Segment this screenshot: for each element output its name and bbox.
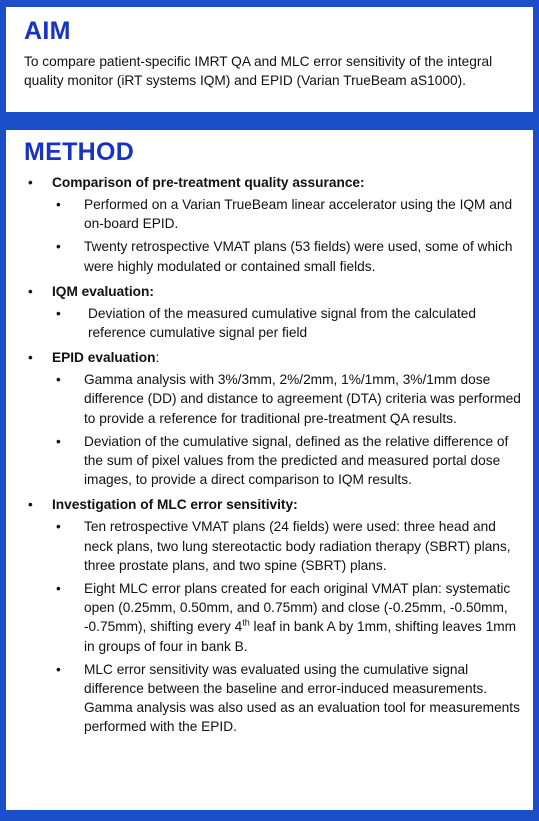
list-item-text: Deviation of the cumulative signal, defined as the relative difference of the sum of pixel values from the predicted and measured portal dose images, to provide a direct comparison to IQM results.	[84, 433, 509, 488]
method-list	[24, 173, 523, 737]
list-item-text-part: Eight MLC error plans created for each original VMAT plan: systematic open (0.25mm, 0.50mm, and 0.75mm) and close (-0.25mm, -0.50mm, -0.75mm), shifting every 4	[84, 581, 511, 635]
method-section-iqm	[24, 282, 523, 342]
aim-text: To compare patient-specific IMRT QA and MLC error sensitivity of the integral quality monitor (iRT systems IQM) and EPID (Varian TrueBeam aS1000).	[24, 54, 493, 88]
list-item-text: MLC error sensitivity was evaluated using the cumulative signal difference between the baseline and error-induced measurements. Gamma analysis was also used as an evaluation tool for measurements performed with the EPID.	[84, 661, 520, 735]
aim-panel	[6, 7, 533, 112]
list-item	[52, 517, 523, 575]
bullet: •	[56, 433, 61, 449]
section-title-rest: :	[155, 350, 160, 366]
bullet: •	[56, 372, 61, 388]
method-section-mlc	[24, 495, 523, 736]
list-item-text: Performed on a Varian TrueBeam linear accelerator using the IQM and on-board EPID.	[84, 197, 513, 232]
list-item	[52, 195, 523, 233]
bullet: •	[28, 497, 33, 513]
list-item-text: Twenty retrospective VMAT plans (53 fields) were used, some of which were highly modulated or contained small fields.	[84, 239, 513, 274]
method-heading: METHOD	[24, 138, 135, 166]
list-item	[52, 579, 523, 656]
aim-heading: AIM	[24, 17, 71, 45]
bullet: •	[56, 661, 61, 677]
method-section-qa	[24, 173, 523, 276]
bullet: •	[56, 581, 61, 597]
bullet: •	[28, 175, 33, 190]
superscript-ordinal: th	[242, 617, 250, 628]
bullet: •	[56, 305, 61, 321]
list-item-text: Deviation of the measured cumulative signal from the calculated reference cumulative signal per field	[88, 305, 477, 341]
section-title: EPID evaluation	[52, 350, 156, 366]
section-title: IQM evaluation:	[52, 283, 154, 299]
bullet: •	[56, 197, 61, 212]
bullet: •	[28, 350, 33, 366]
method-panel	[6, 130, 533, 810]
bullet: •	[56, 519, 61, 535]
section-title: Comparison of pre-treatment quality assurance:	[52, 175, 365, 190]
list-item	[52, 660, 523, 737]
bullet: •	[28, 283, 33, 299]
list-item-text: Gamma analysis with 3%/3mm, 2%/2mm, 1%/1mm, 3%/1mm dose difference (DD) and distance to agreement (DTA) criteria was performed to provide a reference for traditional pre-treatment QA results.	[84, 372, 521, 426]
list-item	[52, 237, 523, 275]
list-item	[52, 304, 523, 342]
method-section-epid	[24, 348, 523, 489]
list-item-text	[84, 581, 516, 654]
list-item-text: Ten retrospective VMAT plans (24 fields) were used: three head and neck plans, two lung stereotactic body radiation therapy (SBRT) plans, three prostate plans, and two spine (SBRT) plans.	[84, 519, 511, 573]
list-item	[52, 370, 523, 428]
list-item-text-part: leaf in bank A by 1mm, shifting leaves 1mm in groups of four in bank B.	[84, 619, 517, 654]
section-title: Investigation of MLC error sensitivity:	[52, 497, 298, 513]
list-item	[52, 432, 523, 490]
bullet: •	[56, 239, 61, 255]
